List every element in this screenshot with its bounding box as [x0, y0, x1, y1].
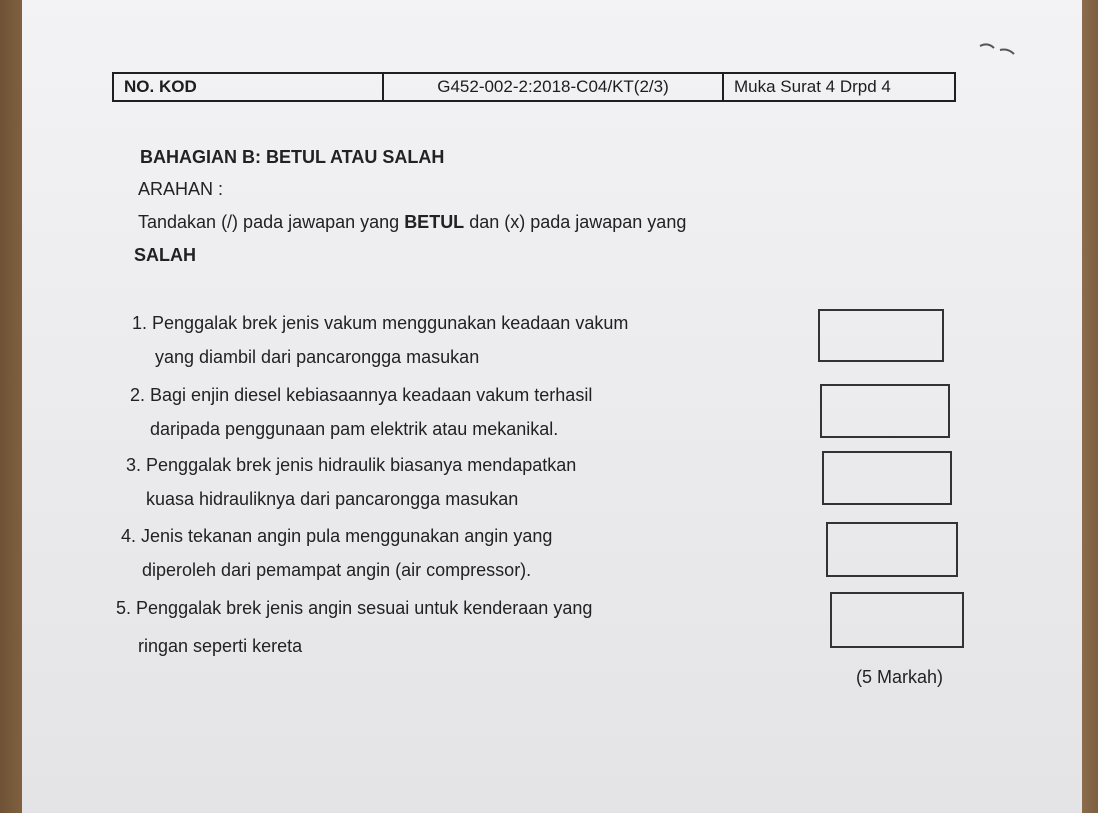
- instructions-post: dan (x) pada jawapan yang: [464, 212, 687, 232]
- question-1-number: 1.: [132, 313, 148, 333]
- code-value: G452-002-2:2018-C04/KT(2/3): [384, 74, 724, 100]
- question-3-number: 3.: [126, 455, 142, 475]
- instructions-betul: BETUL: [404, 212, 465, 232]
- answer-box-2[interactable]: [820, 384, 950, 438]
- question-5-line1: [116, 598, 592, 619]
- question-2-line2: daripada penggunaan pam elektrik atau mekanikal.: [150, 419, 559, 439]
- answer-box-4[interactable]: [826, 522, 958, 577]
- question-3-line1: [126, 455, 576, 476]
- question-2-line1: [130, 385, 592, 406]
- question-4-line1: [121, 526, 552, 547]
- section-title: BAHAGIAN B: BETUL ATAU SALAH: [140, 147, 445, 167]
- total-marks: (5 Markah): [856, 667, 944, 687]
- instructions-line1: [138, 212, 686, 233]
- question-4-line2: diperoleh dari pemampat angin (air compressor).: [142, 560, 532, 580]
- answer-box-3[interactable]: [822, 451, 952, 505]
- question-5-text1: Penggalak brek jenis angin sesuai untuk kenderaan yang: [136, 598, 593, 618]
- answer-box-5[interactable]: [830, 592, 964, 648]
- instructions-line2: SALAH: [134, 245, 196, 265]
- question-1-text1: Penggalak brek jenis vakum menggunakan keadaan vakum: [152, 313, 629, 333]
- question-1-line2: yang diambil dari pancarongga masukan: [155, 347, 480, 367]
- question-3-text1: Penggalak brek jenis hidraulik biasanya mendapatkan: [146, 455, 577, 475]
- code-label: NO. KOD: [114, 74, 384, 100]
- question-4-number: 4.: [121, 526, 137, 546]
- header-table: [112, 72, 956, 102]
- instructions-label: ARAHAN :: [138, 179, 224, 199]
- page-number: Muka Surat 4 Drpd 4: [734, 77, 891, 96]
- question-2-text1: Bagi enjin diesel kebiasaannya keadaan vakum terhasil: [150, 385, 593, 405]
- question-3-line2: kuasa hidrauliknya dari pancarongga masukan: [146, 489, 519, 509]
- question-4-text1: Jenis tekanan angin pula menggunakan angin yang: [141, 526, 553, 546]
- question-2-number: 2.: [130, 385, 146, 405]
- answer-box-1[interactable]: [818, 309, 944, 362]
- instructions-pre: Tandakan (/) pada jawapan yang: [138, 212, 405, 232]
- question-1-line1: [132, 313, 628, 334]
- pen-mark: [978, 40, 1018, 60]
- question-5-number: 5.: [116, 598, 132, 618]
- question-5-line2: ringan seperti kereta: [138, 636, 303, 656]
